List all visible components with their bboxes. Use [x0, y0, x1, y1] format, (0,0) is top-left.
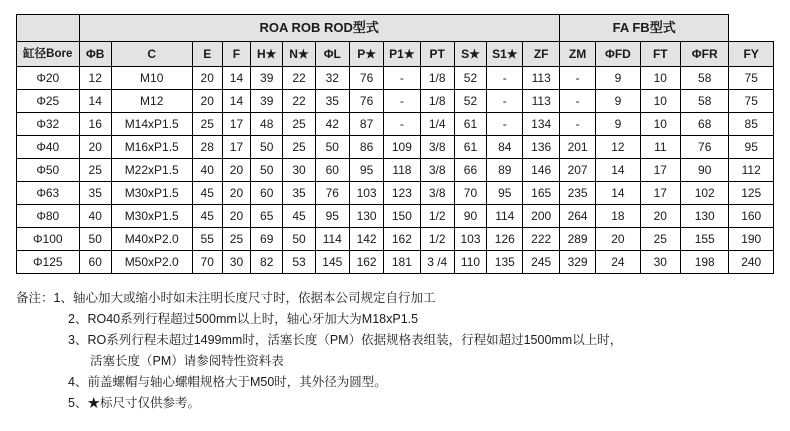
cell-phib: 35 — [79, 182, 111, 205]
cell-pt: 1/8 — [420, 90, 454, 113]
column-header-s: S★ — [454, 42, 486, 67]
table-row — [17, 159, 774, 182]
cell-p: 86 — [349, 136, 383, 159]
cell-c: M10 — [111, 67, 192, 90]
note-item-5: 5、★标尺寸仅供参考。 — [68, 396, 200, 410]
cell-s: 90 — [454, 205, 486, 228]
cell-phil: 114 — [315, 228, 349, 251]
cell-phil: 76 — [315, 182, 349, 205]
specification-table — [16, 14, 774, 274]
table-row — [17, 228, 774, 251]
group-fa-fb: FA FB型式 — [559, 15, 729, 42]
cell-s: 70 — [454, 182, 486, 205]
note-item-3-cont-line — [90, 351, 774, 372]
cell-p1: 123 — [384, 182, 420, 205]
cell-phifr: 76 — [680, 136, 728, 159]
cell-pt: 3 /4 — [420, 251, 454, 274]
cell-c: M30xP1.5 — [111, 182, 192, 205]
table-row — [17, 182, 774, 205]
cell-c: M50xP2.0 — [111, 251, 192, 274]
cell-s: 52 — [454, 67, 486, 90]
cell-f: 20 — [222, 159, 250, 182]
cell-pt: 3/8 — [420, 182, 454, 205]
notes-label: 备注： — [16, 291, 54, 305]
cell-e: 45 — [192, 205, 222, 228]
cell-e: 20 — [192, 90, 222, 113]
column-header-phil: ΦL — [315, 42, 349, 67]
cell-pt: 1/2 — [420, 228, 454, 251]
cell-phil: 95 — [315, 205, 349, 228]
cell-zm: - — [559, 90, 595, 113]
cell-phib: 12 — [79, 67, 111, 90]
cell-zf: 113 — [523, 90, 559, 113]
cell-ft: 17 — [640, 182, 680, 205]
cell-bore: Φ125 — [17, 251, 80, 274]
cell-f: 14 — [222, 90, 250, 113]
cell-zf: 222 — [523, 228, 559, 251]
note-item-3-line — [68, 330, 774, 351]
cell-phib: 40 — [79, 205, 111, 228]
cell-c: M30xP1.5 — [111, 205, 192, 228]
cell-f: 20 — [222, 182, 250, 205]
cell-zm: 201 — [559, 136, 595, 159]
cell-fy: 240 — [729, 251, 774, 274]
cell-s1: 114 — [487, 205, 523, 228]
cell-s1: - — [487, 113, 523, 136]
note-item-1: 1、轴心加大或缩小时如未注明长度尺寸时，依据本公司规定自行加工 — [53, 291, 436, 305]
cell-n: 50 — [283, 228, 315, 251]
cell-phifr: 198 — [680, 251, 728, 274]
cell-ft: 10 — [640, 90, 680, 113]
cell-ft: 10 — [640, 67, 680, 90]
cell-p1: 181 — [384, 251, 420, 274]
note-item-3: 3、RO系列行程未超过1499mm时，活塞长度（PM）依据规格表组装，行程如超过1500mm以上时， — [68, 333, 623, 347]
cell-h: 69 — [251, 228, 283, 251]
column-header-p1: P1★ — [384, 42, 420, 67]
cell-phifr: 68 — [680, 113, 728, 136]
cell-n: 25 — [283, 136, 315, 159]
cell-phifr: 58 — [680, 67, 728, 90]
cell-phifr: 155 — [680, 228, 728, 251]
cell-s1: 89 — [487, 159, 523, 182]
cell-zf: 146 — [523, 159, 559, 182]
cell-h: 50 — [251, 159, 283, 182]
cell-phib: 16 — [79, 113, 111, 136]
column-header-h: H★ — [251, 42, 283, 67]
cell-zm: 264 — [559, 205, 595, 228]
cell-p1: - — [384, 113, 420, 136]
cell-phifd: 12 — [596, 136, 640, 159]
note-item-3-continued: 活塞长度（PM）请参阅特性资料表 — [90, 354, 284, 368]
column-header-zf: ZF — [523, 42, 559, 67]
cell-zm: 235 — [559, 182, 595, 205]
cell-n: 22 — [283, 90, 315, 113]
note-item-2-line — [68, 309, 774, 330]
cell-phil: 50 — [315, 136, 349, 159]
column-header-c: C — [111, 42, 192, 67]
cell-s1: - — [487, 90, 523, 113]
cell-phifd: 9 — [596, 67, 640, 90]
cell-e: 40 — [192, 159, 222, 182]
cell-s: 61 — [454, 113, 486, 136]
cell-fy: 125 — [729, 182, 774, 205]
cell-fy: 75 — [729, 90, 774, 113]
table-row — [17, 205, 774, 228]
cell-pt: 3/8 — [420, 136, 454, 159]
cell-h: 48 — [251, 113, 283, 136]
cell-zm: 207 — [559, 159, 595, 182]
cell-zf: 200 — [523, 205, 559, 228]
cell-f: 17 — [222, 113, 250, 136]
group-header-row — [17, 15, 774, 42]
cell-phifd: 24 — [596, 251, 640, 274]
cell-n: 53 — [283, 251, 315, 274]
table-row — [17, 113, 774, 136]
cell-h: 82 — [251, 251, 283, 274]
column-header-fy: FY — [729, 42, 774, 67]
cell-pt: 1/4 — [420, 113, 454, 136]
cell-e: 20 — [192, 67, 222, 90]
column-header-s1: S1★ — [487, 42, 523, 67]
cell-phifr: 58 — [680, 90, 728, 113]
column-header-p: P★ — [349, 42, 383, 67]
column-header-ft: FT — [640, 42, 680, 67]
cell-p: 95 — [349, 159, 383, 182]
column-header-phifd: ΦFD — [596, 42, 640, 67]
table-body — [17, 67, 774, 274]
cell-p: 76 — [349, 67, 383, 90]
table-row — [17, 67, 774, 90]
cell-p1: 118 — [384, 159, 420, 182]
column-header-e: E — [192, 42, 222, 67]
cell-phifd: 20 — [596, 228, 640, 251]
cell-phifr: 102 — [680, 182, 728, 205]
cell-n: 35 — [283, 182, 315, 205]
cell-p: 103 — [349, 182, 383, 205]
cell-p1: 150 — [384, 205, 420, 228]
cell-zf: 165 — [523, 182, 559, 205]
cell-bore: Φ63 — [17, 182, 80, 205]
cell-s: 103 — [454, 228, 486, 251]
note-item-5-line — [68, 393, 774, 414]
cell-p: 87 — [349, 113, 383, 136]
cell-p1: - — [384, 67, 420, 90]
cell-c: M16xP1.5 — [111, 136, 192, 159]
cell-zf: 136 — [523, 136, 559, 159]
cell-phifr: 90 — [680, 159, 728, 182]
table-row — [17, 251, 774, 274]
cell-bore: Φ32 — [17, 113, 80, 136]
cell-phifd: 9 — [596, 90, 640, 113]
table-row — [17, 90, 774, 113]
cell-fy: 112 — [729, 159, 774, 182]
notes-section — [16, 288, 774, 414]
cell-fy: 95 — [729, 136, 774, 159]
group-empty — [17, 15, 80, 42]
cell-phifd: 14 — [596, 182, 640, 205]
cell-phib: 50 — [79, 228, 111, 251]
note-item-4-line — [68, 372, 774, 393]
cell-s: 66 — [454, 159, 486, 182]
cell-s1: 84 — [487, 136, 523, 159]
cell-phil: 145 — [315, 251, 349, 274]
cell-f: 14 — [222, 67, 250, 90]
cell-zm: - — [559, 113, 595, 136]
cell-phifd: 14 — [596, 159, 640, 182]
cell-e: 70 — [192, 251, 222, 274]
cell-zm: 329 — [559, 251, 595, 274]
cell-ft: 30 — [640, 251, 680, 274]
cell-f: 20 — [222, 205, 250, 228]
column-header-pt: PT — [420, 42, 454, 67]
cell-pt: 1/8 — [420, 67, 454, 90]
cell-phib: 60 — [79, 251, 111, 274]
cell-bore: Φ40 — [17, 136, 80, 159]
column-header-f: F — [222, 42, 250, 67]
cell-e: 25 — [192, 113, 222, 136]
cell-e: 45 — [192, 182, 222, 205]
cell-bore: Φ20 — [17, 67, 80, 90]
cell-phib: 14 — [79, 90, 111, 113]
cell-phifr: 130 — [680, 205, 728, 228]
cell-fy: 85 — [729, 113, 774, 136]
notes-label-line — [16, 288, 774, 309]
cell-n: 45 — [283, 205, 315, 228]
cell-phifd: 9 — [596, 113, 640, 136]
cell-e: 28 — [192, 136, 222, 159]
cell-s: 61 — [454, 136, 486, 159]
cell-fy: 75 — [729, 67, 774, 90]
cell-zf: 113 — [523, 67, 559, 90]
column-header-bore: 缸径Bore — [17, 42, 80, 67]
cell-h: 65 — [251, 205, 283, 228]
cell-fy: 160 — [729, 205, 774, 228]
cell-h: 39 — [251, 90, 283, 113]
cell-p1: - — [384, 90, 420, 113]
cell-s: 52 — [454, 90, 486, 113]
cell-zm: 289 — [559, 228, 595, 251]
cell-pt: 1/2 — [420, 205, 454, 228]
cell-bore: Φ100 — [17, 228, 80, 251]
column-header-zm: ZM — [559, 42, 595, 67]
cell-ft: 11 — [640, 136, 680, 159]
cell-s1: 95 — [487, 182, 523, 205]
cell-bore: Φ25 — [17, 90, 80, 113]
cell-phib: 25 — [79, 159, 111, 182]
cell-bore: Φ50 — [17, 159, 80, 182]
cell-phifd: 18 — [596, 205, 640, 228]
cell-p: 142 — [349, 228, 383, 251]
cell-bore: Φ80 — [17, 205, 80, 228]
cell-n: 25 — [283, 113, 315, 136]
cell-phil: 42 — [315, 113, 349, 136]
cell-n: 22 — [283, 67, 315, 90]
cell-h: 60 — [251, 182, 283, 205]
cell-s: 110 — [454, 251, 486, 274]
column-header-row — [17, 42, 774, 67]
column-header-n: N★ — [283, 42, 315, 67]
cell-zf: 245 — [523, 251, 559, 274]
cell-zm: - — [559, 67, 595, 90]
cell-p: 130 — [349, 205, 383, 228]
cell-c: M22xP1.5 — [111, 159, 192, 182]
cell-phil: 35 — [315, 90, 349, 113]
cell-ft: 25 — [640, 228, 680, 251]
cell-s1: - — [487, 67, 523, 90]
cell-f: 30 — [222, 251, 250, 274]
cell-p: 162 — [349, 251, 383, 274]
cell-n: 30 — [283, 159, 315, 182]
table-header — [17, 15, 774, 67]
cell-e: 55 — [192, 228, 222, 251]
column-header-phifr: ΦFR — [680, 42, 728, 67]
cell-phil: 60 — [315, 159, 349, 182]
table-row — [17, 136, 774, 159]
cell-zf: 134 — [523, 113, 559, 136]
note-item-4: 4、前盖螺帽与轴心螺帽规格大于M50时，其外径为圆型。 — [68, 375, 387, 389]
cell-h: 39 — [251, 67, 283, 90]
cell-ft: 20 — [640, 205, 680, 228]
cell-fy: 190 — [729, 228, 774, 251]
cell-s1: 135 — [487, 251, 523, 274]
cell-s1: 126 — [487, 228, 523, 251]
cell-ft: 17 — [640, 159, 680, 182]
cell-c: M40xP2.0 — [111, 228, 192, 251]
cell-p1: 109 — [384, 136, 420, 159]
cell-f: 17 — [222, 136, 250, 159]
cell-c: M14xP1.5 — [111, 113, 192, 136]
cell-pt: 3/8 — [420, 159, 454, 182]
cell-phil: 32 — [315, 67, 349, 90]
cell-p: 76 — [349, 90, 383, 113]
cell-h: 50 — [251, 136, 283, 159]
group-roa-rob-rod: ROA ROB ROD型式 — [79, 15, 559, 42]
cell-p1: 162 — [384, 228, 420, 251]
cell-c: M12 — [111, 90, 192, 113]
note-item-2: 2、RO40系列行程超过500mm以上时，轴心牙加大为M18xP1.5 — [68, 312, 419, 326]
cell-ft: 10 — [640, 113, 680, 136]
cell-f: 25 — [222, 228, 250, 251]
cell-phib: 20 — [79, 136, 111, 159]
column-header-phib: ΦB — [79, 42, 111, 67]
